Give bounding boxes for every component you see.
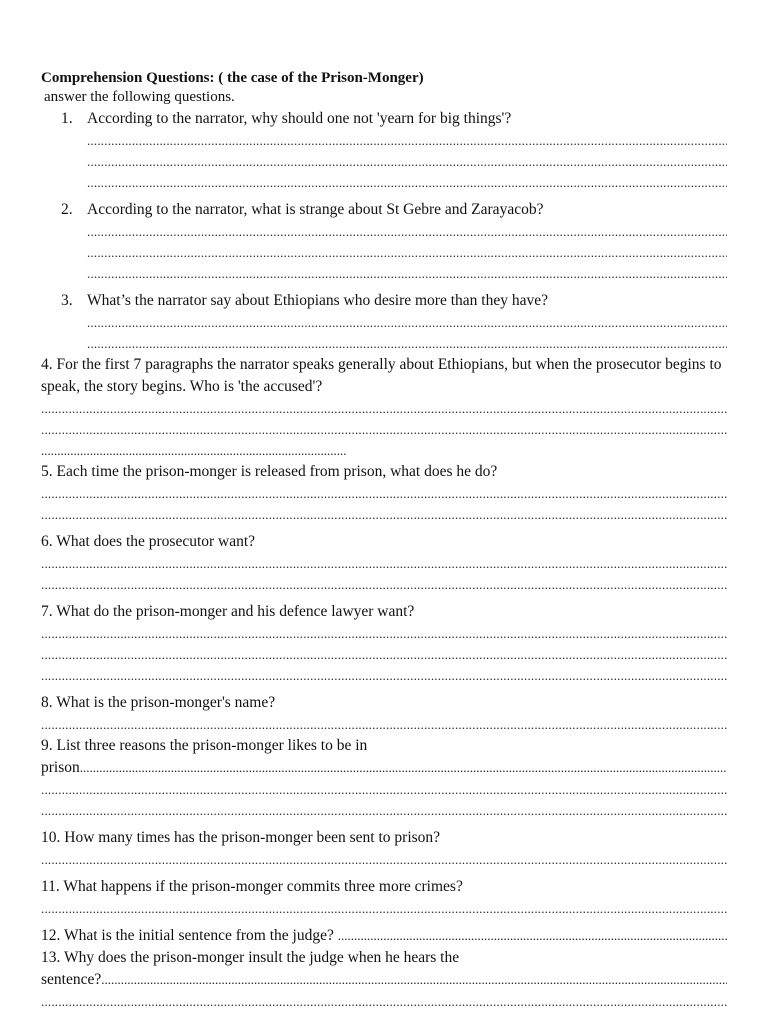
- answer-line[interactable]: [87, 263, 727, 284]
- question-continuation-text: sentence?: [41, 971, 102, 988]
- question-5: 5. Each time the prison-monger is released from prison, what does he do?: [41, 463, 498, 480]
- question-8: 8. What is the prison-monger's name?: [41, 694, 276, 711]
- answer-line[interactable]: [41, 665, 727, 686]
- answer-line[interactable]: [41, 779, 727, 800]
- answer-line[interactable]: [87, 312, 727, 333]
- answer-line[interactable]: [41, 483, 727, 504]
- question-12[interactable]: [41, 925, 727, 947]
- answer-line[interactable]: [41, 991, 727, 1012]
- answer-line[interactable]: [87, 172, 727, 193]
- question-13-continuation[interactable]: [41, 969, 727, 991]
- worksheet-instruction: answer the following questions.: [44, 89, 235, 105]
- question-10: 10. How many times has the prison-monger been sent to prison?: [41, 829, 441, 846]
- question-11: 11. What happens if the prison-monger commits three more crimes?: [41, 878, 463, 895]
- answer-line[interactable]: [41, 800, 727, 821]
- question-1: [41, 108, 727, 130]
- answer-line[interactable]: [41, 644, 727, 665]
- worksheet-page: [41, 68, 727, 1012]
- question-4: 4. For the first 7 paragraphs the narrator speaks generally about Ethiopians, but when the prosecutor begins to speak, the story begins. Who is 'the accused'?: [41, 356, 722, 395]
- answer-line[interactable]: [87, 333, 727, 354]
- question-number: 3.: [61, 292, 73, 309]
- question-7: 7. What do the prison-monger and his defence lawyer want?: [41, 603, 415, 620]
- answer-line[interactable]: [41, 714, 727, 735]
- answer-line[interactable]: [41, 849, 727, 870]
- question-13: 13. Why does the prison-monger insult the judge when he hears the: [41, 949, 460, 966]
- question-9: 9. List three reasons the prison-monger likes to be in: [41, 737, 368, 754]
- answer-line[interactable]: [41, 398, 727, 419]
- answer-line[interactable]: [41, 504, 727, 525]
- answer-line[interactable]: [87, 242, 727, 263]
- answer-line[interactable]: [41, 419, 727, 440]
- question-text: 12. What is the initial sentence from the judge?: [41, 927, 334, 944]
- question-text: According to the narrator, what is strange about St Gebre and Zarayacob?: [87, 201, 544, 218]
- question-9-continuation[interactable]: [41, 757, 727, 779]
- answer-line[interactable]: ..............................................................................................: [41, 443, 347, 458]
- answer-line[interactable]: [87, 130, 727, 151]
- answer-line[interactable]: [87, 151, 727, 172]
- question-text: According to the narrator, why should one not 'yearn for big things'?: [87, 110, 512, 127]
- question-continuation-text: prison: [41, 759, 80, 776]
- question-3: [41, 290, 727, 312]
- question-text: What’s the narrator say about Ethiopians who desire more than they have?: [87, 292, 548, 309]
- answer-line[interactable]: [41, 623, 727, 644]
- question-2: [41, 199, 727, 221]
- answer-line[interactable]: [41, 574, 727, 595]
- answer-line[interactable]: [87, 221, 727, 242]
- question-number: 1.: [61, 110, 73, 127]
- answer-line[interactable]: [41, 553, 727, 574]
- worksheet-title: Comprehension Questions: ( the case of the Prison-Monger): [41, 70, 424, 86]
- question-6: 6. What does the prosecutor want?: [41, 533, 256, 550]
- answer-line[interactable]: [41, 898, 727, 919]
- question-number: 2.: [61, 201, 73, 218]
